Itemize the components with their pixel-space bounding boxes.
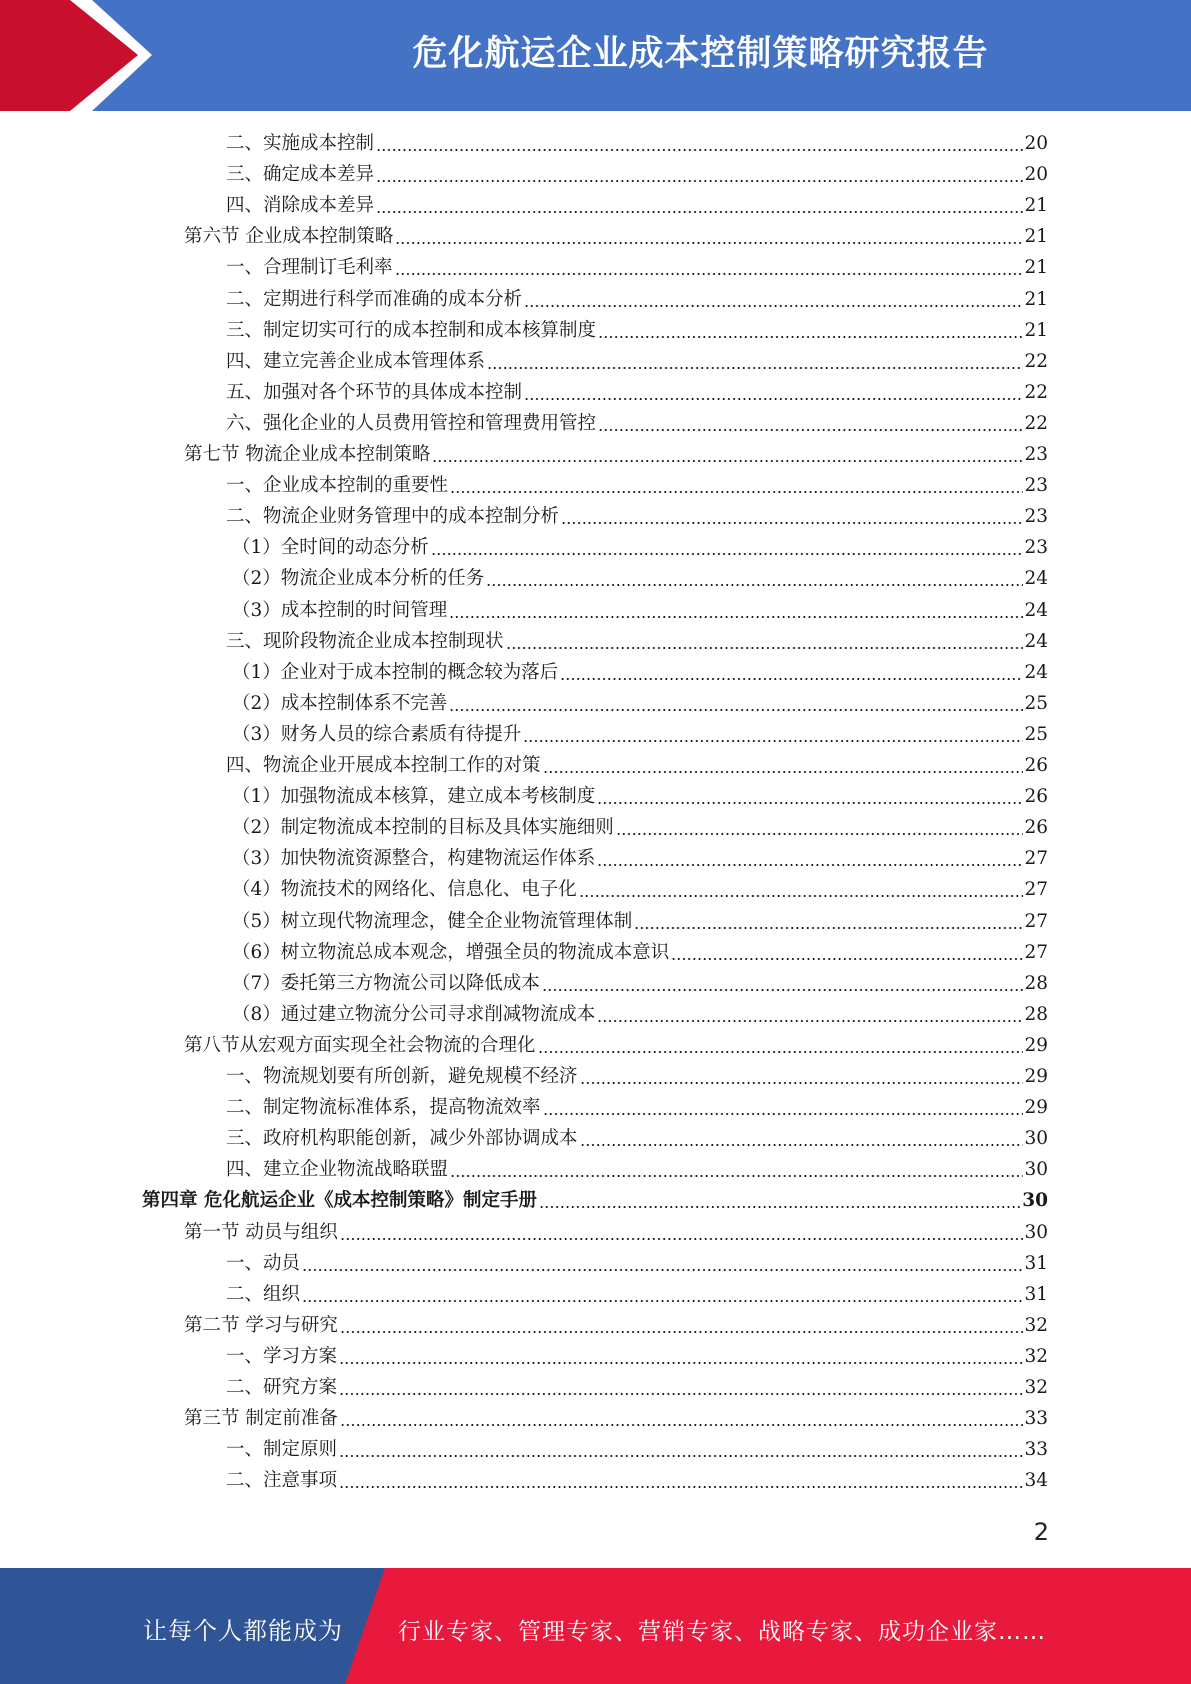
toc-dot-leader bbox=[376, 128, 1023, 159]
toc-dot-leader bbox=[542, 968, 1024, 999]
toc-entry-title: 二、注意事项 bbox=[226, 1470, 338, 1491]
toc-entry-title: 二、物流企业财务管理中的成本控制分析 bbox=[226, 506, 560, 527]
toc-entry-page: 27 bbox=[1024, 942, 1048, 963]
toc-entry-page: 23 bbox=[1024, 506, 1048, 527]
toc-entry-title: 四、消除成本差异 bbox=[226, 195, 375, 216]
toc-subsection-entry[interactable] bbox=[226, 1372, 1048, 1403]
toc-entry-title: （8）通过建立物流分公司寻求削减物流成本 bbox=[232, 1004, 596, 1025]
toc-subsection-entry[interactable] bbox=[226, 1092, 1048, 1123]
toc-entry-title: 五、加强对各个环节的具体成本控制 bbox=[226, 382, 523, 403]
toc-entry-title: （3）加快物流资源整合，构建物流运作体系 bbox=[232, 848, 596, 869]
toc-subsection-entry[interactable] bbox=[226, 750, 1048, 781]
toc-dot-leader bbox=[449, 688, 1023, 719]
toc-subsection-entry[interactable] bbox=[226, 1434, 1048, 1465]
toc-subsection-entry[interactable] bbox=[226, 1279, 1048, 1310]
toc-dot-leader bbox=[598, 408, 1023, 439]
footer-slogan-left: 让每个人都能成为 bbox=[143, 1617, 343, 1645]
toc-entry-page: 33 bbox=[1024, 1408, 1048, 1429]
toc-subsection-entry[interactable] bbox=[226, 315, 1048, 346]
toc-dot-leader bbox=[395, 221, 1023, 252]
toc-dot-leader bbox=[634, 906, 1023, 937]
toc-dot-leader bbox=[597, 843, 1023, 874]
toc-subsection-entry[interactable] bbox=[232, 968, 1048, 999]
toc-subsection-entry[interactable] bbox=[226, 1061, 1048, 1092]
toc-entry-title: （2）物流企业成本分析的任务 bbox=[232, 568, 485, 589]
toc-entry-page: 28 bbox=[1024, 1004, 1048, 1025]
toc-dot-leader bbox=[339, 1434, 1023, 1465]
toc-entry-title: 二、定期进行科学而准确的成本分析 bbox=[226, 289, 523, 310]
toc-entry-page: 23 bbox=[1024, 444, 1048, 465]
toc-entry-title: 六、强化企业的人员费用管控和管理费用管控 bbox=[226, 413, 597, 434]
toc-entry-page: 23 bbox=[1024, 475, 1048, 496]
toc-dot-leader bbox=[376, 159, 1023, 190]
toc-entry-title: 四、建立完善企业成本管理体系 bbox=[226, 351, 486, 372]
toc-dot-leader bbox=[671, 937, 1023, 968]
toc-dot-leader bbox=[432, 439, 1023, 470]
toc-dot-leader bbox=[580, 1123, 1024, 1154]
toc-dot-leader bbox=[560, 657, 1023, 688]
toc-subsection-entry[interactable] bbox=[232, 812, 1048, 843]
toc-subsection-entry[interactable] bbox=[226, 1465, 1048, 1496]
toc-dot-leader bbox=[302, 1279, 1023, 1310]
toc-dot-leader bbox=[543, 750, 1024, 781]
toc-entry-page: 25 bbox=[1024, 724, 1048, 745]
toc-subsection-entry[interactable] bbox=[226, 284, 1048, 315]
toc-entry-page: 30 bbox=[1024, 1128, 1048, 1149]
toc-subsection-entry[interactable] bbox=[232, 532, 1048, 563]
toc-entry-title: 二、组织 bbox=[226, 1284, 301, 1305]
toc-dot-leader bbox=[598, 315, 1023, 346]
toc-entry-title: 第七节 物流企业成本控制策略 bbox=[184, 444, 431, 465]
toc-section-entry[interactable] bbox=[184, 1030, 1048, 1061]
page-footer bbox=[0, 1568, 1191, 1684]
toc-entry-page: 32 bbox=[1024, 1346, 1048, 1367]
toc-dot-leader bbox=[302, 1248, 1023, 1279]
toc-entry-title: 四、物流企业开展成本控制工作的对策 bbox=[226, 755, 541, 776]
toc-entry-page: 21 bbox=[1024, 320, 1048, 341]
toc-subsection-entry[interactable] bbox=[226, 128, 1048, 159]
toc-entry-title: （2）成本控制体系不完善 bbox=[232, 693, 448, 714]
toc-entry-title: 一、学习方案 bbox=[226, 1346, 338, 1367]
toc-section-entry[interactable] bbox=[184, 439, 1048, 470]
toc-entry-page: 30 bbox=[1022, 1190, 1048, 1211]
toc-subsection-entry[interactable] bbox=[226, 190, 1048, 221]
toc-entry-page: 26 bbox=[1024, 786, 1048, 807]
toc-entry-page: 25 bbox=[1024, 693, 1048, 714]
toc-entry-page: 21 bbox=[1024, 289, 1048, 310]
toc-dot-leader bbox=[395, 252, 1024, 283]
toc-subsection-entry[interactable] bbox=[232, 843, 1048, 874]
toc-subsection-entry[interactable] bbox=[232, 937, 1048, 968]
toc-entry-title: （6）树立物流总成本观念，增强全员的物流成本意识 bbox=[232, 942, 670, 963]
page-number: 2 bbox=[1033, 1518, 1049, 1546]
toc-entry-title: （2）制定物流成本控制的目标及具体实施细则 bbox=[232, 817, 614, 838]
toc-entry-title: （1）全时间的动态分析 bbox=[232, 537, 429, 558]
page-header bbox=[0, 0, 1191, 111]
toc-dot-leader bbox=[580, 1061, 1024, 1092]
toc-entry-title: 二、制定物流标准体系，提高物流效率 bbox=[226, 1097, 541, 1118]
toc-entry-page: 21 bbox=[1024, 226, 1048, 247]
toc-entry-page: 27 bbox=[1024, 911, 1048, 932]
toc-entry-title: （3）成本控制的时间管理 bbox=[232, 600, 448, 621]
toc-entry-title: （1）企业对于成本控制的概念较为落后 bbox=[232, 662, 559, 683]
toc-entry-page: 29 bbox=[1024, 1097, 1048, 1118]
toc-entry-title: 一、物流规划要有所创新，避免规模不经济 bbox=[226, 1066, 578, 1087]
toc-entry-page: 21 bbox=[1024, 195, 1048, 216]
toc-subsection-entry[interactable] bbox=[232, 874, 1048, 905]
toc-entry-title: 第八节从宏观方面实现全社会物流的合理化 bbox=[184, 1035, 536, 1056]
toc-chapter-entry[interactable] bbox=[142, 1185, 1048, 1216]
toc-dot-leader bbox=[339, 1341, 1023, 1372]
toc-entry-title: 二、实施成本控制 bbox=[226, 133, 375, 154]
toc-subsection-entry[interactable] bbox=[226, 626, 1048, 657]
toc-entry-page: 28 bbox=[1024, 973, 1048, 994]
toc-dot-leader bbox=[597, 999, 1023, 1030]
toc-entry-page: 23 bbox=[1024, 537, 1048, 558]
toc-entry-page: 29 bbox=[1024, 1035, 1048, 1056]
toc-dot-leader bbox=[339, 1372, 1023, 1403]
toc-dot-leader bbox=[543, 1092, 1024, 1123]
toc-entry-page: 22 bbox=[1024, 413, 1048, 434]
toc-subsection-entry[interactable] bbox=[226, 1123, 1048, 1154]
toc-subsection-entry[interactable] bbox=[232, 563, 1048, 594]
toc-dot-leader bbox=[538, 1030, 1024, 1061]
toc-entry-page: 24 bbox=[1024, 600, 1048, 621]
toc-subsection-entry[interactable] bbox=[226, 159, 1048, 190]
toc-dot-leader bbox=[340, 1217, 1024, 1248]
toc-entry-title: 三、制定切实可行的成本控制和成本核算制度 bbox=[226, 320, 597, 341]
toc-dot-leader bbox=[524, 377, 1023, 408]
toc-dot-leader bbox=[339, 1465, 1023, 1496]
toc-entry-page: 30 bbox=[1024, 1222, 1048, 1243]
toc-entry-title: 一、企业成本控制的重要性 bbox=[226, 475, 449, 496]
toc-subsection-entry[interactable] bbox=[226, 1248, 1048, 1279]
toc-dot-leader bbox=[539, 1185, 1021, 1216]
toc-section-entry[interactable] bbox=[184, 221, 1048, 252]
toc-entry-page: 31 bbox=[1024, 1284, 1048, 1305]
toc-subsection-entry[interactable] bbox=[226, 252, 1048, 283]
toc-entry-title: 第六节 企业成本控制策略 bbox=[184, 226, 394, 247]
toc-entry-page: 24 bbox=[1024, 662, 1048, 683]
toc-dot-leader bbox=[524, 284, 1023, 315]
toc-entry-page: 24 bbox=[1024, 631, 1048, 652]
toc-subsection-entry[interactable] bbox=[226, 470, 1048, 501]
toc-dot-leader bbox=[597, 781, 1023, 812]
toc-dot-leader bbox=[561, 501, 1023, 532]
toc-entry-page: 27 bbox=[1024, 879, 1048, 900]
toc-dot-leader bbox=[579, 874, 1024, 905]
toc-subsection-entry[interactable] bbox=[232, 906, 1048, 937]
toc-section-entry[interactable] bbox=[184, 1217, 1048, 1248]
toc-entry-title: 三、确定成本差异 bbox=[226, 164, 375, 185]
toc-entry-title: （5）树立现代物流理念，健全企业物流管理体制 bbox=[232, 911, 633, 932]
toc-entry-page: 33 bbox=[1024, 1439, 1048, 1460]
toc-section-entry[interactable] bbox=[184, 1403, 1048, 1434]
toc-entry-title: 三、现阶段物流企业成本控制现状 bbox=[226, 631, 504, 652]
toc-subsection-entry[interactable] bbox=[232, 657, 1048, 688]
toc-entry-page: 21 bbox=[1024, 257, 1048, 278]
toc-entry-title: 第二节 学习与研究 bbox=[184, 1315, 338, 1336]
toc-dot-leader bbox=[449, 595, 1023, 626]
toc-entry-title: 二、研究方案 bbox=[226, 1377, 338, 1398]
toc-entry-title: （1）加强物流成本核算，建立成本考核制度 bbox=[232, 786, 596, 807]
toc-dot-leader bbox=[340, 1310, 1024, 1341]
toc-entry-page: 29 bbox=[1024, 1066, 1048, 1087]
toc-entry-title: 一、合理制订毛利率 bbox=[226, 257, 393, 278]
toc-dot-leader bbox=[450, 470, 1023, 501]
toc-entry-page: 31 bbox=[1024, 1253, 1048, 1274]
toc-entry-page: 32 bbox=[1024, 1315, 1048, 1336]
toc-entry-title: 第三节 制定前准备 bbox=[184, 1408, 338, 1429]
toc-dot-leader bbox=[506, 626, 1024, 657]
toc-subsection-entry[interactable] bbox=[232, 781, 1048, 812]
toc-subsection-entry[interactable] bbox=[226, 1341, 1048, 1372]
toc-entry-page: 30 bbox=[1024, 1159, 1048, 1180]
header-chevron-graphic bbox=[0, 0, 160, 111]
toc-dot-leader bbox=[487, 346, 1023, 377]
toc-entry-page: 24 bbox=[1024, 568, 1048, 589]
toc-dot-leader bbox=[523, 719, 1023, 750]
toc-entry-page: 26 bbox=[1024, 755, 1048, 776]
toc-subsection-entry[interactable] bbox=[232, 999, 1048, 1030]
toc-entry-page: 27 bbox=[1024, 848, 1048, 869]
toc-entry-page: 20 bbox=[1024, 133, 1048, 154]
toc-dot-leader bbox=[616, 812, 1024, 843]
toc-entry-title: 第四章 危化航运企业《成本控制策略》制定手册 bbox=[142, 1190, 537, 1211]
toc-entry-title: 第一节 动员与组织 bbox=[184, 1222, 338, 1243]
toc-subsection-entry[interactable] bbox=[232, 595, 1048, 626]
toc-entry-title: 三、政府机构职能创新，减少外部协调成本 bbox=[226, 1128, 578, 1149]
toc-subsection-entry[interactable] bbox=[226, 377, 1048, 408]
toc-entry-page: 20 bbox=[1024, 164, 1048, 185]
toc-subsection-entry[interactable] bbox=[226, 501, 1048, 532]
toc-subsection-entry[interactable] bbox=[226, 408, 1048, 439]
footer-slogan-right: 行业专家、管理专家、营销专家、战略专家、成功企业家…… bbox=[398, 1619, 1046, 1645]
toc-subsection-entry[interactable] bbox=[232, 719, 1048, 750]
toc-entry-page: 22 bbox=[1024, 382, 1048, 403]
toc-entry-title: （3）财务人员的综合素质有待提升 bbox=[232, 724, 522, 745]
toc-dot-leader bbox=[376, 190, 1023, 221]
toc-dot-leader bbox=[486, 563, 1023, 594]
toc-entry-title: （7）委托第三方物流公司以降低成本 bbox=[232, 973, 540, 994]
toc-subsection-entry[interactable] bbox=[226, 346, 1048, 377]
toc-entry-title: （4）物流技术的网络化、信息化、电子化 bbox=[232, 879, 577, 900]
toc-entry-page: 34 bbox=[1024, 1470, 1048, 1491]
toc-entry-title: 一、动员 bbox=[226, 1253, 301, 1274]
toc-section-entry[interactable] bbox=[184, 1310, 1048, 1341]
toc-subsection-entry[interactable] bbox=[226, 1154, 1048, 1185]
toc-entry-title: 四、建立企业物流战略联盟 bbox=[226, 1159, 449, 1180]
toc-subsection-entry[interactable] bbox=[232, 688, 1048, 719]
toc-dot-leader bbox=[450, 1154, 1023, 1185]
toc-entry-page: 26 bbox=[1024, 817, 1048, 838]
toc-entry-page: 32 bbox=[1024, 1377, 1048, 1398]
document-title: 危化航运企业成本控制策略研究报告 bbox=[412, 34, 989, 74]
toc-entry-page: 22 bbox=[1024, 351, 1048, 372]
toc-dot-leader bbox=[340, 1403, 1024, 1434]
toc-dot-leader bbox=[431, 532, 1024, 563]
toc-entry-title: 一、制定原则 bbox=[226, 1439, 338, 1460]
